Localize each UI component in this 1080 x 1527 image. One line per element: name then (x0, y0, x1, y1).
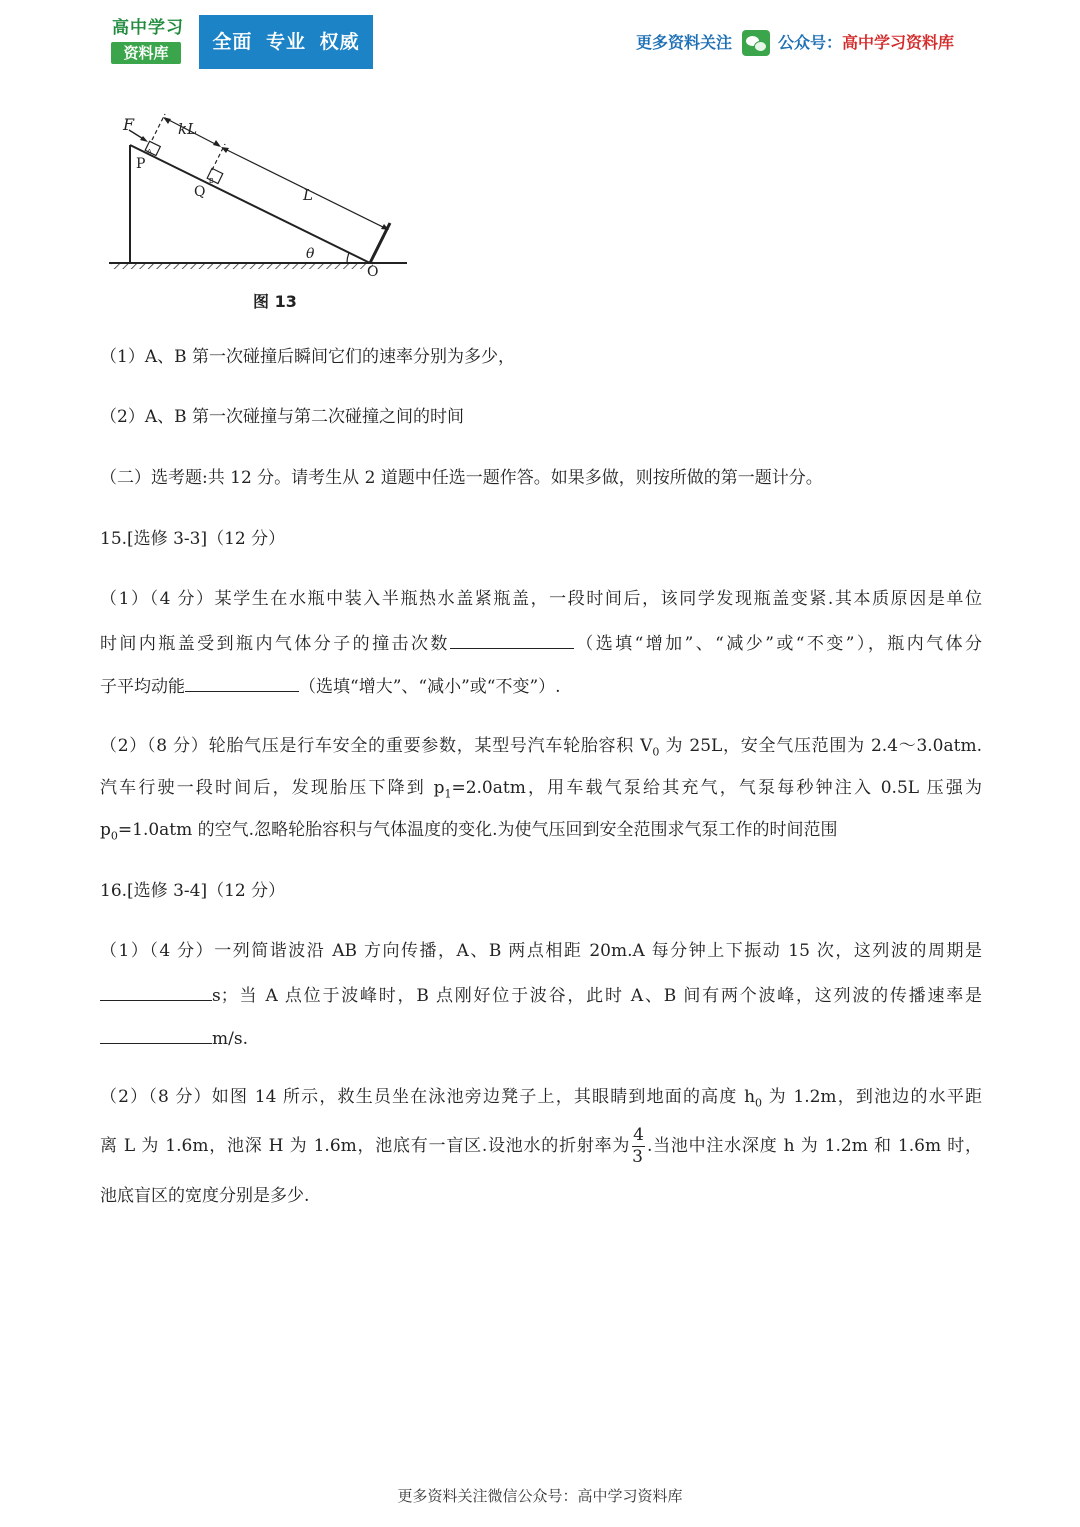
q15-p2-line1b: 为 25L，安全气压范围为 2.4～3.0atm. (659, 736, 982, 756)
q15-p1-line2b: （选填“增加”、“减少”或“不变”），瓶内气体分 (573, 634, 983, 654)
answer-blank[interactable] (100, 1025, 212, 1044)
q14-part1: （1）A、B 第一次碰撞后瞬间它们的速率分别为多少， (100, 347, 515, 367)
kl-arrowhead-left (163, 117, 171, 124)
answer-blank[interactable] (185, 673, 299, 692)
q15-p2-line1-sub: 0 (652, 745, 660, 759)
answer-blank[interactable] (100, 982, 212, 1001)
section-heading: （二）选考题:共 12 分。请考生从 2 道题中任选一题作答。如果多做，则按所做的第一题计分。 (100, 468, 823, 488)
q16-p1-line2-text: s；当 A 点位于波峰时，B 点刚好位于波谷，此时 A、B 间有两个波峰，这列波的传播速率是 (212, 986, 982, 1006)
logo-line1: 高中学习 (112, 18, 184, 38)
q15-p2-line2 (100, 776, 982, 806)
fraction-denominator: 3 (632, 1147, 643, 1167)
q15-p1-line3b: （选填“增大”、“减小”或“不变”）. (299, 677, 561, 697)
q15-p2-line3-sub: 0 (110, 829, 118, 843)
q16-p1-line3-text: m/s. (212, 1029, 248, 1049)
q15-p2-line3b: =1.0atm 的空气.忽略轮胎容积与气体温度的变化.为使气压回到安全范围求气泵工作的时间范围 (117, 820, 838, 840)
q16-p1-line3 (100, 1025, 248, 1051)
incline-top (130, 145, 370, 263)
theta-arc (347, 253, 349, 263)
q16-p2-line1b: 为 1.2m，到池边的水平距 (762, 1087, 983, 1107)
q15-p1-line2a: 时间内瓶盖受到瓶内气体分子的撞击次数 (100, 634, 450, 654)
q15-p1-line1: （1）（4 分）某学生在水瓶中装入半瓶热水盖紧瓶盖，一段时间后，该同学发现瓶盖变紧.其本质原因是单位 (100, 589, 982, 609)
fraction-numerator: 4 (633, 1125, 644, 1145)
q16-p2-line1-sub: 0 (755, 1096, 763, 1110)
q14-part2: （2）A、B 第一次碰撞与第二次碰撞之间的时间 (100, 407, 464, 427)
q15-p1-line3 (100, 673, 561, 699)
site-logo (111, 16, 185, 66)
kl-arrowhead-right (213, 140, 221, 147)
dashed-guide-a (152, 114, 165, 140)
q15-title: 15.[选修 3-3]（12 分） (100, 529, 286, 549)
header-slogan: 全面 专业 权威 (199, 15, 373, 69)
label-p: P (136, 156, 146, 172)
q16-p2-line2 (100, 1124, 982, 1168)
q15-p2-line2-sub: 1 (444, 787, 452, 801)
q16-p2-line2b: .当池中注水深度 h 为 1.2m 和 1.6m 时， (646, 1136, 982, 1156)
refractive-index-fraction (632, 1127, 645, 1166)
account-label: 公众号： (778, 33, 843, 52)
q15-p1-line3a: 子平均动能 (100, 677, 185, 697)
q15-p2-line3 (100, 818, 837, 848)
q16-p1-line2 (100, 982, 982, 1008)
q16-p2-line1a: （2）（8 分）如图 14 所示，救生员坐在泳池旁边凳子上，其眼睛到地面的高度 h (100, 1087, 756, 1107)
label-a: A (147, 148, 152, 156)
figure-caption: 图 13 (253, 292, 297, 311)
q15-p2-line2b: =2.0atm，用车载气泵给其充气，气泵每秒钟注入 0.5L 压强为 (451, 778, 982, 798)
label-f: F (123, 115, 135, 134)
q15-p1-line2 (100, 630, 982, 656)
header-follow (636, 28, 954, 58)
ground-hatch (111, 264, 373, 269)
label-l: L (303, 186, 313, 204)
logo-line2: 资料库 (111, 42, 181, 64)
q16-p1-line1: （1）（4 分）一列简谐波沿 AB 方向传播，A、B 两点相距 20m.A 每分钟上下振动 15 次，这列波的周期是 (100, 941, 982, 961)
q15-p2-line1 (100, 734, 982, 764)
q16-title: 16.[选修 3-4]（12 分） (100, 881, 286, 901)
page-footer: 更多资料关注微信公众号：高中学习资料库 (397, 1487, 683, 1505)
answer-blank[interactable] (450, 630, 574, 649)
q16-p2-line2a: 离 L 为 1.6m，池深 H 为 1.6m，池底有一盲区.设池水的折射率为 (100, 1136, 631, 1156)
q16-p2-line3: 池底盲区的宽度分别是多少. (100, 1186, 310, 1206)
label-o: O (367, 264, 379, 280)
wechat-icon (742, 30, 770, 56)
q16-p2-line1 (100, 1085, 982, 1115)
q15-p2-line3a: p (100, 820, 111, 840)
incline-diagram (105, 108, 415, 318)
q15-p2-line2a: 汽车行驶一段时间后，发现胎压下降到 p (100, 778, 445, 798)
label-q: Q (194, 184, 206, 200)
label-b: B (209, 177, 214, 185)
q15-p2-line1a: （2）（8 分）轮胎气压是行车安全的重要参数，某型号汽车轮胎容积 V (100, 736, 653, 756)
follow-text: 更多资料关注 (636, 33, 733, 52)
label-theta: θ (306, 246, 315, 262)
label-kl: kL (178, 120, 198, 138)
account-name: 高中学习资料库 (842, 33, 955, 52)
